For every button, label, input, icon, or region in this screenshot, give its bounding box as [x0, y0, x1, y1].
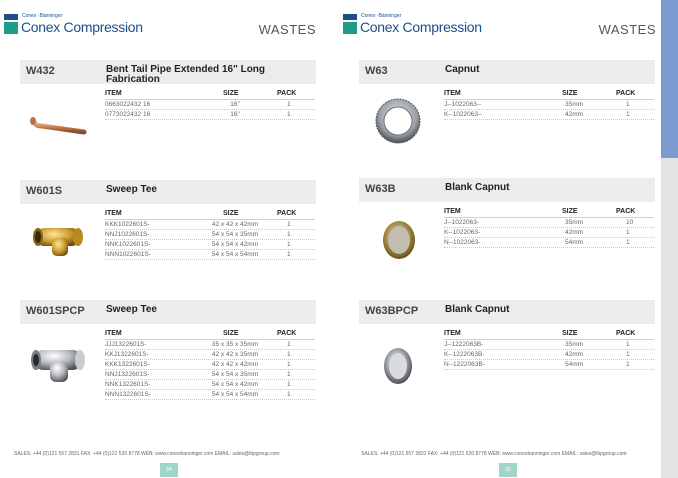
col-pack: PACK	[277, 210, 297, 217]
cell-pack: 1	[626, 239, 630, 246]
product-title: Blank Capnut	[445, 304, 510, 315]
product-code: W63B	[365, 183, 396, 195]
cell-pack: 1	[287, 221, 291, 228]
cell-size: 54mm	[564, 239, 584, 246]
logo-mark-icon	[343, 14, 357, 34]
cell-size: 42 x 42 x 42mm	[211, 221, 259, 228]
cell-size: 54 x 54 x 35mm	[211, 371, 259, 378]
table-row	[105, 390, 315, 400]
col-size: SIZE	[562, 90, 578, 97]
col-pack: PACK	[277, 330, 297, 337]
table-row	[105, 220, 315, 230]
cell-size: 42 x 42 x 35mm	[211, 351, 259, 358]
table-header	[444, 89, 654, 100]
cell-pack: 1	[626, 101, 630, 108]
cell-item: 0773022432 16	[105, 111, 151, 118]
product-code: W601SPCP	[26, 305, 85, 317]
table-row	[105, 380, 315, 390]
table-row	[105, 250, 315, 260]
cell-size: 42mm	[564, 229, 584, 236]
cell-size: 42mm	[564, 351, 584, 358]
product-table	[105, 329, 315, 400]
cell-size: 42 x 42 x 42mm	[211, 361, 259, 368]
cell-item: N--1222063B-	[444, 361, 485, 368]
section-title: WASTES	[258, 22, 316, 37]
table-header	[105, 329, 315, 340]
table-row	[444, 228, 654, 238]
table-row	[105, 350, 315, 360]
cell-item: NNK1022601S-	[105, 241, 151, 248]
product-block-w601spcp	[20, 300, 316, 420]
product-code: W432	[26, 65, 55, 77]
product-block-w63bpcp	[359, 300, 655, 400]
cell-item: NNJ1322601S-	[105, 371, 150, 378]
cell-pack: 1	[287, 361, 291, 368]
cell-pack: 1	[626, 229, 630, 236]
table-row	[105, 370, 315, 380]
col-item: ITEM	[105, 210, 122, 217]
col-pack: PACK	[616, 90, 636, 97]
blank-capnut-chrome-image	[363, 344, 433, 384]
cell-pack: 1	[287, 231, 291, 238]
cell-item: 0663022432 16	[105, 101, 151, 108]
col-item: ITEM	[444, 330, 461, 337]
table-header	[105, 89, 315, 100]
cell-pack: 1	[626, 351, 630, 358]
cell-item: NNK1322601S-	[105, 381, 151, 388]
table-header	[444, 329, 654, 340]
cell-item: J--1022063--	[444, 101, 482, 108]
cell-item: K--1022063--	[444, 111, 483, 118]
cell-item: NNJ1022601S-	[105, 231, 150, 238]
product-title: Bent Tail Pipe Extended 16" Long Fabrication	[106, 64, 266, 85]
table-row	[444, 218, 654, 228]
col-size: SIZE	[223, 90, 239, 97]
table-row	[444, 350, 654, 360]
product-title: Blank Capnut	[445, 182, 510, 193]
table-row	[444, 340, 654, 350]
page-number: 65	[499, 463, 517, 477]
right-page	[339, 0, 678, 478]
product-block-w432	[20, 60, 316, 160]
cell-size: 54 x 54 x 54mm	[211, 251, 259, 258]
col-size: SIZE	[223, 210, 239, 217]
product-title: Capnut	[445, 64, 480, 75]
cell-size: 35mm	[564, 341, 584, 348]
col-item: ITEM	[105, 90, 122, 97]
product-block-w601s	[20, 180, 316, 280]
table-header	[105, 209, 315, 220]
cell-pack: 1	[287, 391, 291, 398]
table-row	[105, 110, 315, 120]
contact-footer: SALES: +44 (0)121 557 2831 FAX: +44 (0)121 520 8778 WEB: www.conexbanninger.com EMAIL: sales@ibpgroup.com	[361, 451, 627, 457]
cell-pack: 1	[287, 111, 291, 118]
cell-size: 54 x 54 x 35mm	[211, 231, 259, 238]
product-title: Sweep Tee	[106, 304, 157, 315]
product-block-w63	[359, 60, 655, 160]
cell-pack: 1	[287, 101, 291, 108]
cell-size: 54 x 54 x 42mm	[211, 381, 259, 388]
sweep-tee-chrome-image	[24, 344, 94, 384]
capnut-image	[363, 96, 433, 136]
col-size: SIZE	[562, 330, 578, 337]
product-table	[444, 329, 654, 370]
cell-item: N--1022063-	[444, 239, 481, 246]
cell-size: 54 x 54 x 54mm	[211, 391, 259, 398]
table-row	[444, 110, 654, 120]
page-edge-bar	[661, 0, 678, 478]
table-row	[105, 230, 315, 240]
cell-item: NNN1322601S-	[105, 391, 151, 398]
contact-footer: SALES: +44 (0)121 557 2831 FAX: +44 (0)121 520 8778 WEB: www.conexbanninger.com EMAIL: sales@ibpgroup.com	[14, 451, 280, 457]
cell-item: KKJ1322601S-	[105, 351, 149, 358]
col-pack: PACK	[616, 330, 636, 337]
table-row	[444, 360, 654, 370]
cell-item: KKK1022601S-	[105, 221, 150, 228]
cell-item: JJJ1322601S-	[105, 341, 147, 348]
cell-pack: 1	[287, 381, 291, 388]
cell-pack: 1	[287, 371, 291, 378]
col-item: ITEM	[444, 90, 461, 97]
product-code: W601S	[26, 185, 63, 197]
product-title: Sweep Tee	[106, 184, 157, 195]
cell-pack: 1	[287, 241, 291, 248]
cell-item: J--1222063B-	[444, 341, 484, 348]
cell-size: 16"	[230, 101, 240, 108]
cell-pack: 1	[287, 351, 291, 358]
page-number: 64	[160, 463, 178, 477]
brand-name: Conex Compression	[360, 19, 482, 35]
cell-item: KKK1322601S-	[105, 361, 150, 368]
blank-capnut-brass-image	[363, 218, 433, 258]
cell-item: K--1022063-	[444, 229, 481, 236]
cell-item: NNN1022601S-	[105, 251, 151, 258]
cell-pack: 10	[626, 219, 634, 226]
table-row	[444, 100, 654, 110]
bent-tail-pipe-image	[24, 108, 94, 148]
product-block-w63b	[359, 178, 655, 278]
product-table	[105, 209, 315, 260]
cell-item: K--1222063B-	[444, 351, 485, 358]
logo-mark-icon	[4, 14, 18, 34]
table-row	[105, 100, 315, 110]
col-pack: PACK	[616, 208, 636, 215]
table-header	[444, 207, 654, 218]
col-size: SIZE	[223, 330, 239, 337]
product-table	[444, 207, 654, 248]
cell-pack: 1	[287, 251, 291, 258]
col-pack: PACK	[277, 90, 297, 97]
product-code: W63	[365, 65, 388, 77]
table-row	[105, 240, 315, 250]
cell-size: 35mm	[564, 219, 584, 226]
cell-size: 35mm	[564, 101, 584, 108]
cell-size: 54 x 54 x 42mm	[211, 241, 259, 248]
cell-pack: 1	[287, 341, 291, 348]
cell-size: 42mm	[564, 111, 584, 118]
brand-name: Conex Compression	[21, 19, 143, 35]
cell-pack: 1	[626, 111, 630, 118]
cell-pack: 1	[626, 361, 630, 368]
brand-small-text: Conex ·Bänninger	[361, 13, 402, 19]
section-title: WASTES	[598, 22, 656, 37]
col-item: ITEM	[105, 330, 122, 337]
product-code: W63BPCP	[365, 305, 419, 317]
table-row	[105, 340, 315, 350]
cell-size: 54mm	[564, 361, 584, 368]
brand-small-text: Conex ·Bänninger	[22, 13, 63, 19]
col-size: SIZE	[562, 208, 578, 215]
table-row	[444, 238, 654, 248]
sweep-tee-brass-image	[24, 220, 94, 260]
cell-item: J--1022063-	[444, 219, 480, 226]
cell-pack: 1	[626, 341, 630, 348]
cell-size: 16"	[230, 111, 240, 118]
product-table	[105, 89, 315, 120]
table-row	[105, 360, 315, 370]
product-table	[444, 89, 654, 120]
cell-size: 35 x 35 x 35mm	[211, 341, 259, 348]
col-item: ITEM	[444, 208, 461, 215]
